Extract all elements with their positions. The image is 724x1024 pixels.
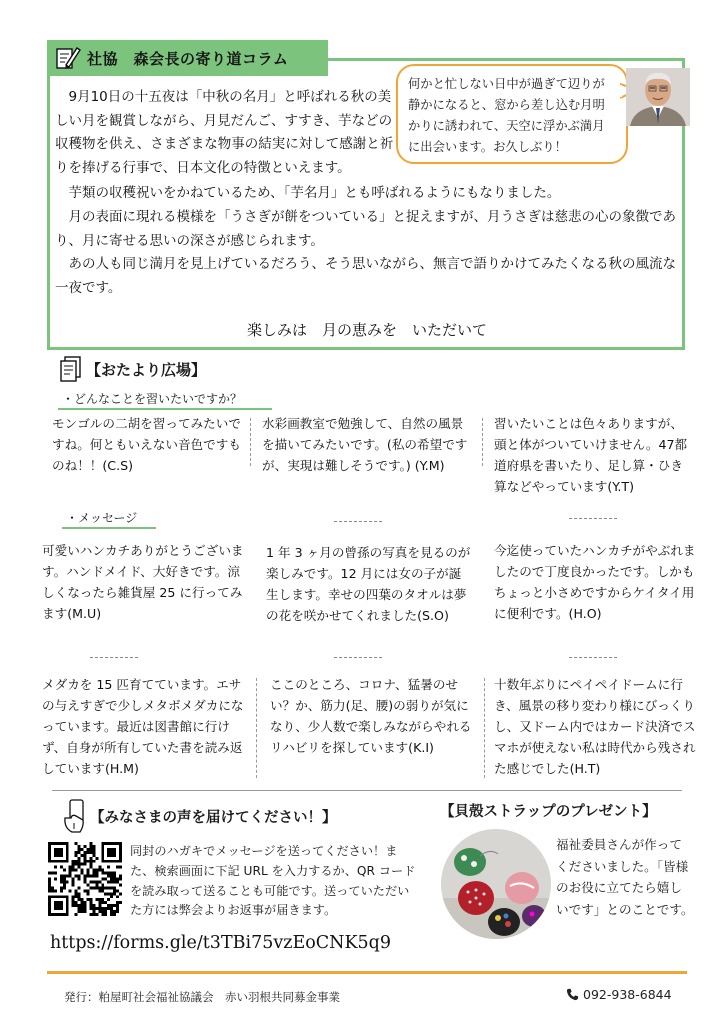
qr-module [72, 878, 75, 881]
qr-module [54, 866, 57, 869]
qr-module [75, 875, 78, 878]
qr-module [66, 875, 69, 878]
qr-module [89, 863, 92, 866]
qr-module [86, 869, 89, 872]
strap-description: 福祉委員さんが作ってくださいました。「皆様のお役に立てたら嬉しいです」とのことです。 [556, 837, 694, 917]
qr-module [116, 904, 119, 907]
qr-module [60, 889, 63, 892]
qr-module [51, 886, 54, 889]
form-url-link[interactable]: https://forms.gle/t3TBi75vzEoCNK5q9 [50, 933, 392, 953]
qr-module [72, 863, 75, 866]
question-answer-1: モンゴルの二胡を習ってみたいですね。何ともいえない音色ですものね！！(C.S) [52, 416, 241, 473]
qr-module [116, 878, 119, 881]
qr-module [89, 848, 92, 851]
qr-module [110, 904, 113, 907]
qr-module [84, 878, 87, 881]
qr-module [78, 857, 81, 860]
qr-module [63, 869, 66, 872]
qr-module [81, 907, 84, 910]
column-paragraph-2: 芋類の収穫祝いをかねているため、「芋名月」とも呼ばれるようにもなりました。 [55, 185, 561, 201]
qr-module [113, 904, 116, 907]
footer-phone [566, 987, 672, 1002]
qr-module [84, 860, 87, 863]
qr-module [84, 880, 87, 883]
qr-module [81, 901, 84, 904]
qr-module [92, 869, 95, 872]
qr-module [89, 880, 92, 883]
qr-module [84, 907, 87, 910]
qr-module [81, 872, 84, 875]
qr-module [98, 889, 101, 892]
qr-module [119, 892, 122, 895]
message-1: 可愛いハンカチありがとうございます。ハンドメイド、大好きです。涼しくなったら雑貨屋 25 に行ってみます(M.U) [42, 543, 244, 621]
row-divider [334, 521, 382, 522]
qr-module [69, 875, 72, 878]
qr-module [101, 898, 104, 901]
qr-module [101, 869, 104, 872]
qr-module [66, 880, 69, 883]
qr-module [101, 883, 104, 886]
qr-module [92, 910, 95, 913]
qr-module [113, 913, 116, 916]
qr-module [98, 901, 101, 904]
qr-module [78, 866, 81, 869]
qr-module [84, 857, 87, 860]
qr-module [116, 907, 119, 910]
qr-module [92, 907, 95, 910]
qr-module [75, 869, 78, 872]
qr-module [54, 872, 57, 875]
qr-module [119, 883, 122, 886]
qr-module [81, 848, 84, 851]
qr-module [107, 886, 110, 889]
qr-module [69, 889, 72, 892]
qr-module [63, 886, 66, 889]
message-label: ・メッセージ [62, 509, 156, 529]
qr-module [72, 880, 75, 883]
qr-module [95, 872, 98, 875]
qr-module [86, 898, 89, 901]
qr-module [78, 860, 81, 863]
row-divider [90, 657, 138, 658]
qr-module [78, 904, 81, 907]
qr-module [81, 854, 84, 857]
qr-module [86, 889, 89, 892]
qr-module [104, 878, 107, 881]
qr-module [104, 907, 107, 910]
qr-module [101, 901, 104, 904]
qr-module [84, 854, 87, 857]
qr-module [86, 851, 89, 854]
qr-module [104, 901, 107, 904]
qr-module [54, 889, 57, 892]
qr-module [116, 889, 119, 892]
qr-module [63, 875, 66, 878]
qr-module [113, 889, 116, 892]
qr-module [89, 886, 92, 889]
chairman-portrait [626, 68, 690, 126]
qr-module [89, 898, 92, 901]
section-divider [52, 790, 682, 791]
qr-module [75, 913, 78, 916]
qr-module [81, 910, 84, 913]
qr-module [89, 904, 92, 907]
qr-module [81, 904, 84, 907]
qr-module [107, 892, 110, 895]
qr-module [113, 910, 116, 913]
qr-module [78, 892, 81, 895]
qr-module [89, 913, 92, 916]
column-title-tab [47, 40, 328, 76]
qr-module [95, 886, 98, 889]
footer-publisher: 発行：粕屋町社会福祉協議会 赤い羽根共同募金事業 [64, 990, 340, 1004]
qr-module [48, 880, 51, 883]
qr-module [107, 904, 110, 907]
qr-module [119, 875, 122, 878]
document-icon [60, 356, 82, 382]
qr-module [92, 860, 95, 863]
qr-module [92, 854, 95, 857]
qr-module [60, 886, 63, 889]
qr-module [60, 878, 63, 881]
qr-module [81, 898, 84, 901]
qr-module [75, 901, 78, 904]
qr-module [98, 898, 101, 901]
qr-module [72, 860, 75, 863]
column-divider [482, 418, 483, 466]
qr-module [95, 898, 98, 901]
qr-module [107, 866, 110, 869]
qr-module [104, 913, 107, 916]
qr-module [98, 910, 101, 913]
qr-module [51, 889, 54, 892]
qr-module [54, 878, 57, 881]
qr-module [113, 892, 116, 895]
qr-module [110, 880, 113, 883]
qr-module [89, 875, 92, 878]
qr-module [98, 907, 101, 910]
qr-module [72, 901, 75, 904]
qr-module [95, 869, 98, 872]
row-divider [569, 657, 617, 658]
message-4: メダカを 15 匹育てています。エサの与えすぎで少しメタボメダカになっています。最近は図書館に行けず、自身が所有していた書を読み返しています(H.M) [42, 677, 244, 776]
qr-module [78, 848, 81, 851]
qr-module [89, 857, 92, 860]
qr-module [113, 880, 116, 883]
qr-module [116, 880, 119, 883]
strap-header: 【貝殻ストラップのプレゼント】 [440, 804, 657, 820]
phone-number[interactable]: 092-938-6844 [583, 987, 672, 1002]
qr-module [92, 880, 95, 883]
qr-module [110, 892, 113, 895]
column-divider [484, 678, 485, 778]
qr-module [72, 866, 75, 869]
qr-module [92, 913, 95, 916]
row-divider [334, 657, 382, 658]
qr-module [81, 863, 84, 866]
qr-module [95, 883, 98, 886]
qr-module [75, 851, 78, 854]
qr-module [101, 889, 104, 892]
qr-module [104, 886, 107, 889]
qr-module [78, 875, 81, 878]
qr-module [89, 842, 92, 845]
qr-module [75, 860, 78, 863]
qr-module [78, 895, 81, 898]
letters-header-label: 【おたより広場】 [86, 360, 207, 379]
qr-module [107, 875, 110, 878]
qr-module [101, 886, 104, 889]
qr-module [48, 886, 51, 889]
qr-module [48, 878, 51, 881]
qr-module [75, 842, 78, 845]
pen-writing-icon [55, 45, 81, 71]
qr-module [92, 872, 95, 875]
message-5: ここのところ、コロナ、猛暑のせい？か、筋力(足、腰)の弱りが気になり、少人数で楽しみながらやれるリハビリを探しています(K.I) [270, 677, 472, 755]
qr-module [84, 851, 87, 854]
qr-module [92, 851, 95, 854]
voice-header-label: 【みなさまの声を届けてください！】 [90, 809, 337, 826]
qr-module [78, 898, 81, 901]
qr-module [116, 866, 119, 869]
qr-module [81, 869, 84, 872]
qr-module [95, 907, 98, 910]
qr-module [110, 886, 113, 889]
qr-module [86, 860, 89, 863]
qr-module [78, 878, 81, 881]
qr-module [75, 895, 78, 898]
qr-module [78, 910, 81, 913]
qr-module [98, 904, 101, 907]
qr-module [86, 872, 89, 875]
qr-module [110, 875, 113, 878]
qr-module [104, 910, 107, 913]
qr-module [84, 904, 87, 907]
qr-module [89, 845, 92, 848]
qr-module [110, 872, 113, 875]
qr-module [107, 907, 110, 910]
column-paragraph-1: 9月10日の十五夜は「中秋の名月」と呼ばれる秋の美しい月を観賞しながら、月見だんご、すすき、芋などの収穫物を供え、さまざまな物事の結実に対して感謝と祈りを捧げる行事で、日本文化の特徴といえます。 [55, 89, 394, 176]
hand-phone-icon [62, 798, 88, 834]
qr-module [107, 898, 110, 901]
qr-module [98, 866, 101, 869]
qr-module [63, 878, 66, 881]
qr-module [75, 892, 78, 895]
qr-module [110, 913, 113, 916]
row-divider [569, 518, 617, 519]
message-2: 1 年 3 ヶ月の曾孫の写真を見るのが楽しみです。12 月には女の子が誕生します。幸せの四葉のタオルは夢の花を咲かせてくれました(S.O) [266, 545, 471, 623]
qr-module [84, 889, 87, 892]
qr-module [69, 869, 72, 872]
qr-module [84, 901, 87, 904]
qr-module [113, 875, 116, 878]
qr-module [119, 901, 122, 904]
qr-module [84, 845, 87, 848]
qr-module [119, 866, 122, 869]
qr-module [104, 892, 107, 895]
qr-module [78, 851, 81, 854]
qr-module [116, 895, 119, 898]
qr-module [101, 872, 104, 875]
voice-header [62, 798, 337, 834]
column-divider [256, 678, 257, 778]
qr-module [119, 878, 122, 881]
qr-module [89, 866, 92, 869]
qr-module [92, 886, 95, 889]
qr-module [98, 886, 101, 889]
qr-module [75, 904, 78, 907]
voice-description: 同封のハガキでメッセージを送ってください！また、検索画面に下記 URL を入力するか、QR コードを読み取って送ることも可能です。送っていただいた方には弊会よりお返事が届きます。 [130, 844, 416, 918]
qr-code[interactable] [48, 842, 122, 916]
qr-module [78, 845, 81, 848]
qr-module [107, 872, 110, 875]
qr-module [86, 883, 89, 886]
qr-module [60, 880, 63, 883]
qr-module [69, 866, 72, 869]
column-haiku: 楽しみは 月の恵みを いただいて [246, 321, 487, 339]
qr-module [86, 892, 89, 895]
qr-module [60, 875, 63, 878]
qr-module [95, 913, 98, 916]
qr-module [63, 880, 66, 883]
qr-module [104, 872, 107, 875]
qr-module [72, 895, 75, 898]
qr-module [113, 878, 116, 881]
qr-module [92, 904, 95, 907]
qr-module [101, 878, 104, 881]
column-paragraph-3: 月の表面に現れる模様を「うさぎが餅をついている」と捉えますが、月うさぎは慈悲の心の象徴であり、月に寄せる思いの深さが感じられます。 [55, 209, 676, 249]
qr-module [92, 848, 95, 851]
qr-module [75, 863, 78, 866]
qr-module [101, 913, 104, 916]
qr-module [51, 872, 54, 875]
qr-module [72, 898, 75, 901]
qr-module [60, 866, 63, 869]
qr-module [72, 883, 75, 886]
qr-module [89, 851, 92, 854]
qr-module [72, 904, 75, 907]
qr-module [98, 880, 101, 883]
qr-module [48, 872, 51, 875]
qr-module [89, 860, 92, 863]
phone-icon [566, 988, 579, 1001]
qr-module [92, 845, 95, 848]
qr-module [110, 910, 113, 913]
message-6: 十数年ぶりにペイペイドームに行き、風景の移り変わり様にびっくりし、又ドーム内ではカード決済でスマホが使えない私は時代から残された感じでした(H.T) [494, 677, 696, 776]
qr-module [84, 910, 87, 913]
qr-module [113, 886, 116, 889]
qr-module [78, 886, 81, 889]
qr-module [98, 869, 101, 872]
qr-module [48, 889, 51, 892]
qr-module [110, 907, 113, 910]
qr-module [95, 875, 98, 878]
question-answer-2: 水彩画教室で勉強して、自然の風景を描いてみたいです。(私の希望ですが、実現は難しそうです。) (Y.M) [262, 416, 468, 473]
qr-module [63, 883, 66, 886]
qr-module [89, 907, 92, 910]
qr-module [86, 848, 89, 851]
question-label: ・どんなことを習いたいですか？ [58, 390, 272, 410]
qr-module [84, 875, 87, 878]
footer-rule [47, 971, 687, 974]
speech-bubble: 何かと忙しない日中が過ぎて辺りが静かになると、窓から差し込む月明かりに誘われて、天空に浮かぶ満月に出会います。お久しぶり！ [396, 64, 628, 164]
qr-module [75, 889, 78, 892]
qr-module [110, 878, 113, 881]
qr-module [116, 901, 119, 904]
qr-module [78, 907, 81, 910]
qr-module [69, 872, 72, 875]
shell-strap-photo [440, 828, 552, 940]
qr-module [92, 875, 95, 878]
question-answer-3: 習いたいことは色々ありますが、頭と体がついていけません。47都道府県を書いたり、足し算・ひき算などやっています(Y.T) [494, 416, 688, 494]
qr-module [84, 863, 87, 866]
column-divider [250, 418, 251, 466]
column-title: 社協 森会長の寄り道コラム [87, 49, 289, 68]
qr-module [95, 880, 98, 883]
qr-module [86, 875, 89, 878]
qr-module [95, 857, 98, 860]
qr-module [89, 901, 92, 904]
qr-module [101, 910, 104, 913]
qr-module [116, 910, 119, 913]
qr-module [107, 880, 110, 883]
letters-header [60, 356, 206, 382]
qr-module [75, 854, 78, 857]
qr-module [48, 883, 51, 886]
qr-module [78, 863, 81, 866]
qr-module [101, 907, 104, 910]
column-paragraph-4: あの人も同じ満月を見上げているだろう、そう思いながら、無言で語りかけてみたくなる秋の風流な一夜です。 [55, 256, 676, 296]
qr-module [110, 895, 113, 898]
qr-module [72, 869, 75, 872]
message-3: 今迄使っていたハンカチがやぶれましたので丁度良かったです。しかもちょっと小さめですからケイタイ用に便利です。(H.O) [494, 543, 696, 621]
qr-module [113, 872, 116, 875]
